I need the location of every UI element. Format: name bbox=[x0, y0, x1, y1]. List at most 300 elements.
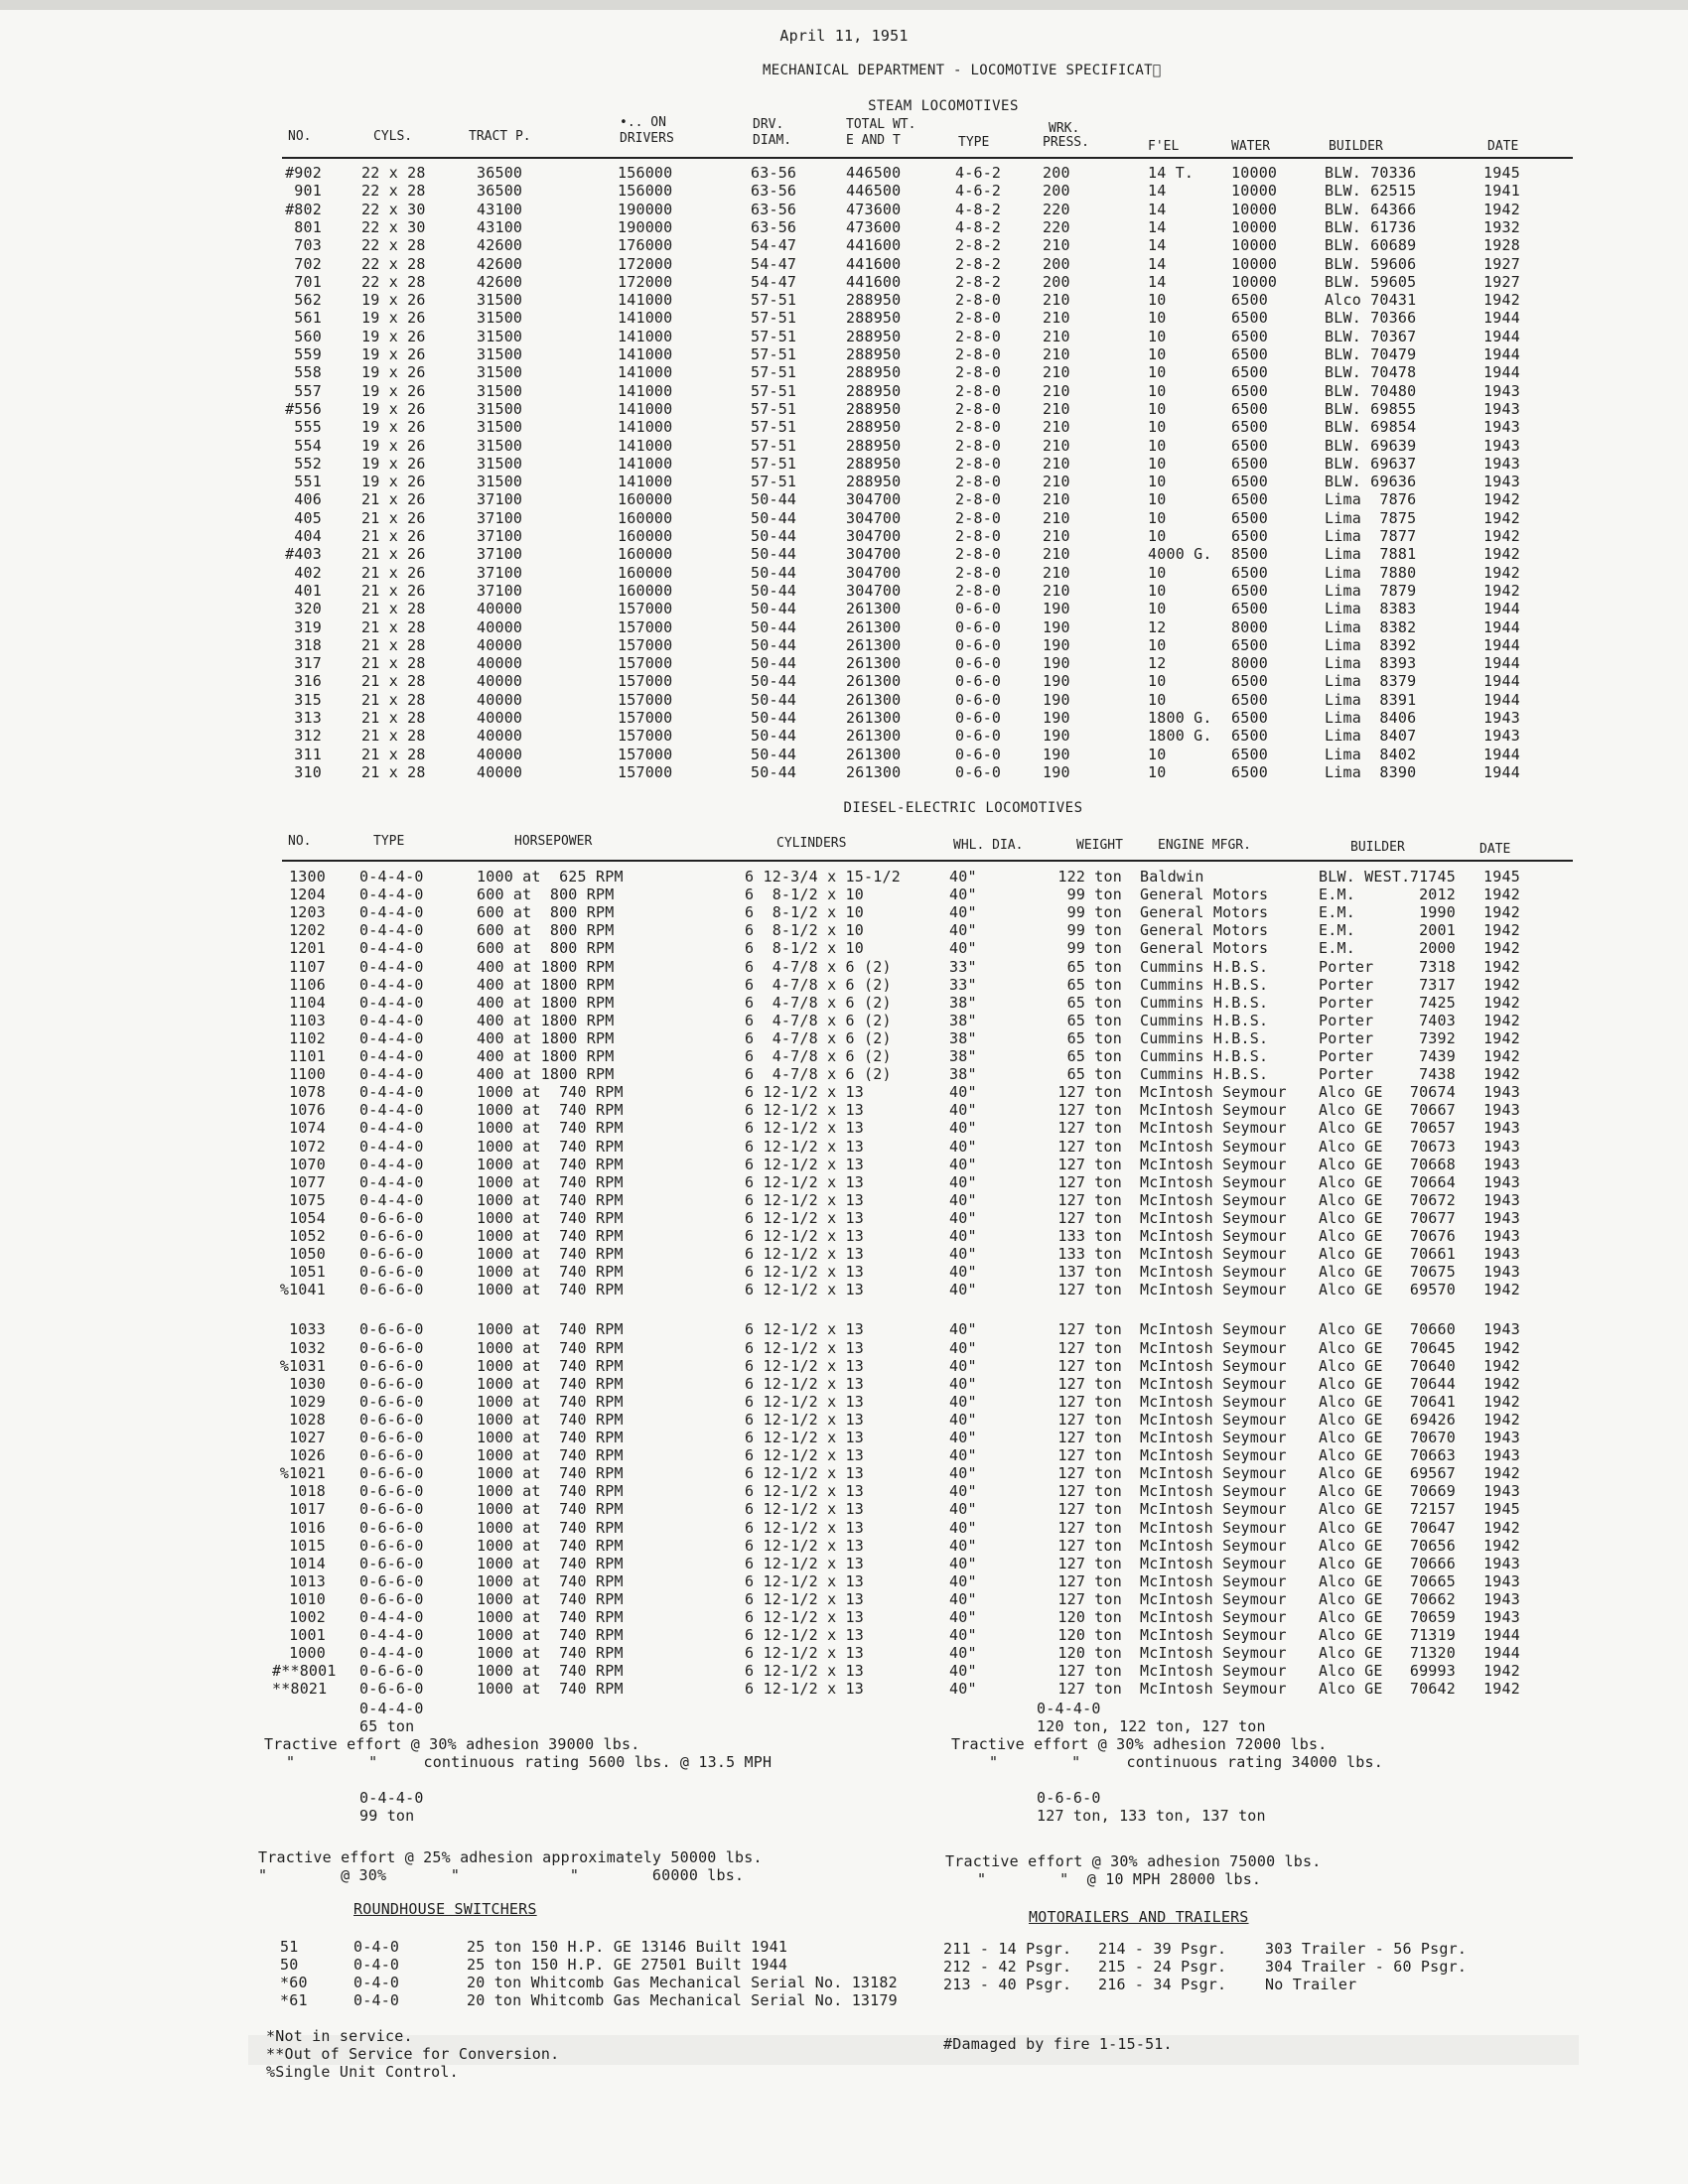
diesel-cell-cylinders: 6 12-1/2 x 13 bbox=[745, 1208, 864, 1227]
steam-cell-tract: 31500 bbox=[477, 436, 523, 455]
diesel-cell-builder: Alco GE bbox=[1319, 1281, 1383, 1299]
steam-cell-total-wt: 261300 bbox=[846, 727, 902, 746]
diesel-cell-type: 0-6-6-0 bbox=[359, 1392, 424, 1411]
diesel-cell-no: 1102 bbox=[289, 1028, 326, 1047]
diesel-cell-type: 0-6-6-0 bbox=[359, 1589, 424, 1608]
note-right-te-2: " " continuous rating 34000 lbs. bbox=[989, 1753, 1383, 1771]
diesel-cell-builder-no: 70662 bbox=[1409, 1589, 1456, 1608]
diesel-cell-wheel-dia: 40" bbox=[949, 1137, 977, 1156]
diesel-cell-engine-mfgr: Cummins H.B.S. bbox=[1140, 1028, 1269, 1047]
diesel-cell-horsepower: 1000 at 740 RPM bbox=[477, 1083, 624, 1102]
note-bottom-left-te-1: Tractive effort @ 25% adhesion approximately 50000 lbs. bbox=[258, 1848, 763, 1866]
diesel-cell-wheel-dia: 40" bbox=[949, 1429, 977, 1446]
diesel-cell-no: 1075 bbox=[289, 1190, 326, 1209]
diesel-cell-weight: 127 ton bbox=[1057, 1482, 1122, 1501]
diesel-cell-horsepower: 400 at 1800 RPM bbox=[477, 1065, 615, 1084]
diesel-cell-engine-mfgr: McIntosh Seymour bbox=[1140, 1482, 1287, 1501]
steam-cell-drivers: 141000 bbox=[618, 327, 673, 345]
diesel-cell-date: 1942 bbox=[1483, 1065, 1520, 1084]
steam-cell-cyls: 21 x 28 bbox=[361, 762, 426, 781]
steam-cell-type: 2-8-0 bbox=[955, 508, 1002, 527]
diesel-cell-builder-no: 1990 bbox=[1419, 903, 1456, 922]
steam-cell-builder: BLW. 69854 bbox=[1325, 418, 1417, 437]
diesel-cell-builder: E.M. bbox=[1319, 921, 1355, 940]
diesel-cell-cylinders: 6 12-1/2 x 13 bbox=[745, 1410, 864, 1429]
steam-cell-water: 6500 bbox=[1231, 454, 1268, 473]
steam-cell-total-wt: 261300 bbox=[846, 690, 902, 709]
steam-cell-wrk-press: 210 bbox=[1043, 327, 1070, 345]
steam-cell-fuel: 14 bbox=[1148, 272, 1167, 291]
diesel-cell-horsepower: 600 at 800 RPM bbox=[477, 939, 615, 958]
diesel-cell-date: 1944 bbox=[1483, 1626, 1520, 1645]
note-right-type-2: 0-6-6-0 bbox=[1037, 1789, 1101, 1807]
diesel-header-date: DATE bbox=[1479, 842, 1511, 857]
diesel-cell-no: 1104 bbox=[289, 993, 326, 1012]
steam-cell-no: 310 bbox=[294, 762, 322, 781]
steam-cell-fuel: 10 bbox=[1148, 581, 1167, 600]
steam-cell-fuel: 10 bbox=[1148, 436, 1167, 455]
steam-cell-type: 4-8-2 bbox=[955, 217, 1002, 236]
diesel-cell-builder: Alco GE bbox=[1319, 1410, 1383, 1429]
note-left-type-2: 0-4-4-0 bbox=[359, 1789, 424, 1807]
diesel-cell-builder-no: 2000 bbox=[1419, 939, 1456, 958]
steam-cell-wrk-press: 210 bbox=[1043, 236, 1070, 255]
diesel-cell-builder: Alco GE bbox=[1319, 1680, 1383, 1699]
steam-cell-drivers: 156000 bbox=[618, 164, 673, 182]
diesel-cell-engine-mfgr: McIntosh Seymour bbox=[1140, 1172, 1287, 1191]
steam-cell-builder: BLW. 70367 bbox=[1325, 327, 1417, 345]
diesel-cell-wheel-dia: 40" bbox=[949, 1392, 977, 1411]
diesel-cell-engine-mfgr: McIntosh Seymour bbox=[1140, 1464, 1287, 1483]
diesel-cell-type: 0-4-4-0 bbox=[359, 993, 424, 1012]
diesel-cell-wheel-dia: 40" bbox=[949, 1500, 977, 1519]
diesel-header-weight: WEIGHT bbox=[1076, 838, 1123, 853]
diesel-cell-horsepower: 600 at 800 RPM bbox=[477, 886, 615, 904]
steam-cell-wrk-press: 210 bbox=[1043, 418, 1070, 437]
steam-cell-drivers: 176000 bbox=[618, 236, 673, 255]
steam-cell-tract: 31500 bbox=[477, 309, 523, 328]
steam-cell-fuel: 10 bbox=[1148, 745, 1167, 763]
steam-cell-builder: BLW. 61736 bbox=[1325, 217, 1417, 236]
steam-cell-cyls: 19 x 26 bbox=[361, 454, 426, 473]
steam-cell-drv-diam: 50-44 bbox=[751, 690, 797, 709]
diesel-cell-builder-no: 70666 bbox=[1409, 1554, 1456, 1572]
diesel-cell-cylinders: 6 4-7/8 x 6 (2) bbox=[745, 993, 892, 1012]
roundhouse-cell-desc: 25 ton 150 H.P. GE 13146 Built 1941 bbox=[467, 1938, 788, 1956]
steam-cell-water: 6500 bbox=[1231, 418, 1268, 437]
diesel-cell-builder: Alco GE bbox=[1319, 1338, 1383, 1357]
steam-cell-fuel: 14 bbox=[1148, 182, 1167, 201]
diesel-cell-date: 1943 bbox=[1483, 1137, 1520, 1156]
steam-cell-drivers: 141000 bbox=[618, 436, 673, 455]
diesel-cell-builder-no: 70644 bbox=[1409, 1374, 1456, 1393]
steam-cell-fuel: 10 bbox=[1148, 490, 1167, 509]
diesel-cell-builder: Porter bbox=[1319, 1065, 1374, 1084]
diesel-cell-builder-no: 70641 bbox=[1409, 1392, 1456, 1411]
diesel-cell-builder-no: 71320 bbox=[1409, 1644, 1456, 1663]
roundhouse-cell-type: 0-4-0 bbox=[353, 1974, 400, 1991]
steam-cell-fuel: 1800 G. bbox=[1148, 709, 1212, 727]
steam-cell-type: 2-8-0 bbox=[955, 345, 1002, 363]
diesel-cell-date: 1942 bbox=[1483, 903, 1520, 922]
diesel-cell-date: 1942 bbox=[1483, 886, 1520, 904]
roundhouse-cell-type: 0-4-0 bbox=[353, 1956, 400, 1974]
diesel-cell-weight: 127 ton bbox=[1057, 1172, 1122, 1191]
diesel-header-no: NO. bbox=[288, 834, 312, 849]
steam-cell-type: 0-6-0 bbox=[955, 617, 1002, 636]
steam-cell-total-wt: 288950 bbox=[846, 473, 902, 491]
diesel-cell-weight: 127 ton bbox=[1057, 1464, 1122, 1483]
steam-cell-drv-diam: 50-44 bbox=[751, 490, 797, 509]
steam-cell-cyls: 21 x 28 bbox=[361, 727, 426, 746]
diesel-cell-no: 1016 bbox=[289, 1518, 326, 1537]
steam-cell-tract: 42600 bbox=[477, 236, 523, 255]
steam-cell-no: 560 bbox=[294, 327, 322, 345]
steam-cell-type: 4-6-2 bbox=[955, 182, 1002, 201]
steam-cell-water: 6500 bbox=[1231, 727, 1268, 746]
diesel-cell-engine-mfgr: McIntosh Seymour bbox=[1140, 1281, 1287, 1299]
diesel-cell-date: 1942 bbox=[1483, 957, 1520, 976]
diesel-cell-date: 1942 bbox=[1483, 1047, 1520, 1065]
steam-cell-date: 1944 bbox=[1483, 690, 1520, 709]
diesel-cell-horsepower: 400 at 1800 RPM bbox=[477, 1011, 615, 1029]
steam-cell-tract: 31500 bbox=[477, 473, 523, 491]
diesel-cell-wheel-dia: 38" bbox=[949, 1047, 977, 1065]
steam-cell-no: 319 bbox=[294, 617, 322, 636]
steam-cell-total-wt: 304700 bbox=[846, 545, 902, 564]
steam-cell-drv-diam: 50-44 bbox=[751, 672, 797, 691]
steam-cell-drv-diam: 57-51 bbox=[751, 327, 797, 345]
diesel-cell-builder: Porter bbox=[1319, 1028, 1374, 1047]
diesel-cell-engine-mfgr: General Motors bbox=[1140, 903, 1269, 922]
steam-cell-wrk-press: 210 bbox=[1043, 345, 1070, 363]
diesel-cell-cylinders: 6 12-1/2 x 13 bbox=[745, 1137, 864, 1156]
steam-cell-drivers: 157000 bbox=[618, 600, 673, 618]
diesel-cell-no: 1002 bbox=[289, 1608, 326, 1626]
diesel-cell-builder: Alco GE bbox=[1319, 1482, 1383, 1501]
steam-cell-water: 6500 bbox=[1231, 690, 1268, 709]
document-title: MECHANICAL DEPARTMENT - LOCOMOTIVE SPECIFICAT  bbox=[763, 63, 1162, 78]
diesel-cell-weight: 65 ton bbox=[1066, 1047, 1122, 1065]
steam-cell-cyls: 21 x 26 bbox=[361, 490, 426, 509]
steam-cell-wrk-press: 200 bbox=[1043, 182, 1070, 201]
steam-cell-cyls: 19 x 26 bbox=[361, 291, 426, 310]
note-bottom-left-te-2: " @ 30% " " 60000 lbs. bbox=[258, 1866, 745, 1884]
steam-cell-builder: Lima 8383 bbox=[1325, 600, 1417, 618]
steam-cell-total-wt: 304700 bbox=[846, 527, 902, 545]
steam-cell-cyls: 21 x 26 bbox=[361, 527, 426, 545]
steam-cell-wrk-press: 210 bbox=[1043, 399, 1070, 418]
steam-cell-tract: 42600 bbox=[477, 272, 523, 291]
steam-cell-fuel: 10 bbox=[1148, 527, 1167, 545]
steam-cell-builder: Lima 8402 bbox=[1325, 745, 1417, 763]
steam-cell-cyls: 21 x 28 bbox=[361, 745, 426, 763]
diesel-cell-builder: Alco GE bbox=[1319, 1589, 1383, 1608]
steam-cell-type: 2-8-0 bbox=[955, 309, 1002, 328]
steam-cell-tract: 40000 bbox=[477, 762, 523, 781]
steam-cell-tract: 37100 bbox=[477, 490, 523, 509]
diesel-cell-no: 1030 bbox=[289, 1374, 326, 1393]
steam-header-cyls: CYLS. bbox=[373, 129, 413, 144]
diesel-cell-weight: 127 ton bbox=[1057, 1101, 1122, 1120]
diesel-cell-wheel-dia: 40" bbox=[949, 1263, 977, 1282]
steam-cell-cyls: 21 x 28 bbox=[361, 617, 426, 636]
diesel-cell-cylinders: 6 12-1/2 x 13 bbox=[745, 1644, 864, 1663]
diesel-cell-horsepower: 1000 at 740 RPM bbox=[477, 1263, 624, 1282]
steam-cell-total-wt: 446500 bbox=[846, 182, 902, 201]
steam-cell-tract: 37100 bbox=[477, 545, 523, 564]
roundhouse-cell-no: 51 bbox=[280, 1938, 299, 1956]
diesel-cell-builder: Alco GE bbox=[1319, 1374, 1383, 1393]
steam-cell-tract: 36500 bbox=[477, 182, 523, 201]
motorailers-title: MOTORAILERS AND TRAILERS bbox=[1029, 1908, 1249, 1926]
diesel-cell-type: 0-6-6-0 bbox=[359, 1263, 424, 1282]
diesel-cell-wheel-dia: 40" bbox=[949, 1536, 977, 1555]
steam-cell-date: 1944 bbox=[1483, 635, 1520, 654]
steam-cell-water: 6500 bbox=[1231, 581, 1268, 600]
steam-cell-date: 1944 bbox=[1483, 672, 1520, 691]
diesel-cell-no: 1013 bbox=[289, 1571, 326, 1590]
diesel-cell-builder: E.M. bbox=[1319, 886, 1355, 904]
steam-cell-no: #403 bbox=[285, 545, 322, 564]
steam-cell-drv-diam: 57-51 bbox=[751, 309, 797, 328]
diesel-cell-date: 1943 bbox=[1483, 1155, 1520, 1173]
diesel-cell-wheel-dia: 40" bbox=[949, 1608, 977, 1626]
steam-cell-date: 1944 bbox=[1483, 600, 1520, 618]
steam-cell-tract: 31500 bbox=[477, 345, 523, 363]
steam-cell-drivers: 141000 bbox=[618, 418, 673, 437]
diesel-cell-type: 0-4-4-0 bbox=[359, 957, 424, 976]
diesel-cell-no: 1018 bbox=[289, 1482, 326, 1501]
diesel-header-whl: WHL. DIA. bbox=[953, 838, 1024, 853]
diesel-cell-horsepower: 1000 at 740 RPM bbox=[477, 1101, 624, 1120]
steam-cell-drivers: 157000 bbox=[618, 727, 673, 746]
steam-cell-drivers: 141000 bbox=[618, 291, 673, 310]
steam-cell-total-wt: 261300 bbox=[846, 709, 902, 727]
diesel-cell-wheel-dia: 40" bbox=[949, 1518, 977, 1537]
diesel-cell-type: 0-4-4-0 bbox=[359, 1644, 424, 1663]
diesel-cell-date: 1942 bbox=[1483, 1536, 1520, 1555]
steam-cell-drv-diam: 57-51 bbox=[751, 454, 797, 473]
motorailer-entry: 212 - 42 Psgr. bbox=[943, 1958, 1072, 1976]
diesel-cell-no: 1202 bbox=[289, 921, 326, 940]
diesel-cell-builder-no: 70640 bbox=[1409, 1356, 1456, 1375]
diesel-cell-type: 0-4-4-0 bbox=[359, 868, 424, 886]
steam-cell-total-wt: 304700 bbox=[846, 508, 902, 527]
diesel-cell-no: 1054 bbox=[289, 1208, 326, 1227]
diesel-cell-date: 1942 bbox=[1483, 939, 1520, 958]
diesel-cell-builder-no: 7317 bbox=[1419, 975, 1456, 994]
steam-cell-date: 1942 bbox=[1483, 581, 1520, 600]
diesel-cell-type: 0-4-4-0 bbox=[359, 1119, 424, 1138]
steam-cell-tract: 40000 bbox=[477, 635, 523, 654]
steam-cell-type: 0-6-0 bbox=[955, 745, 1002, 763]
diesel-cell-wheel-dia: 40" bbox=[949, 868, 977, 886]
steam-cell-no: 703 bbox=[294, 236, 322, 255]
steam-cell-type: 0-6-0 bbox=[955, 727, 1002, 746]
steam-cell-water: 10000 bbox=[1231, 254, 1278, 273]
diesel-cell-engine-mfgr: General Motors bbox=[1140, 886, 1269, 904]
diesel-cell-cylinders: 6 12-1/2 x 13 bbox=[745, 1281, 864, 1299]
diesel-cell-engine-mfgr: Cummins H.B.S. bbox=[1140, 957, 1269, 976]
diesel-cell-horsepower: 400 at 1800 RPM bbox=[477, 975, 615, 994]
diesel-cell-type: 0-4-4-0 bbox=[359, 1608, 424, 1626]
diesel-cell-cylinders: 6 12-3/4 x 15-1/2 bbox=[745, 868, 901, 886]
motorailer-entry: 215 - 24 Psgr. bbox=[1098, 1958, 1227, 1976]
diesel-cell-builder: Alco GE bbox=[1319, 1155, 1383, 1173]
scan-edge bbox=[0, 0, 1688, 10]
steam-cell-cyls: 21 x 26 bbox=[361, 581, 426, 600]
diesel-cell-cylinders: 6 12-1/2 x 13 bbox=[745, 1536, 864, 1555]
diesel-cell-weight: 127 ton bbox=[1057, 1320, 1122, 1339]
diesel-cell-date: 1943 bbox=[1483, 1101, 1520, 1120]
diesel-cell-cylinders: 6 4-7/8 x 6 (2) bbox=[745, 957, 892, 976]
diesel-cell-engine-mfgr: McIntosh Seymour bbox=[1140, 1608, 1287, 1626]
diesel-cell-type: 0-4-4-0 bbox=[359, 1626, 424, 1645]
steam-cell-water: 10000 bbox=[1231, 200, 1278, 218]
diesel-cell-builder-no: 69567 bbox=[1409, 1464, 1456, 1483]
steam-cell-water: 6500 bbox=[1231, 672, 1268, 691]
footnote-single-unit: %Single Unit Control. bbox=[266, 2063, 459, 2081]
steam-cell-cyls: 22 x 30 bbox=[361, 217, 426, 236]
diesel-cell-wheel-dia: 40" bbox=[949, 1320, 977, 1339]
footnote-not-in-service: *Not in service. bbox=[266, 2027, 413, 2045]
steam-cell-tract: 40000 bbox=[477, 745, 523, 763]
diesel-cell-type: 0-6-6-0 bbox=[359, 1410, 424, 1429]
diesel-cell-wheel-dia: 40" bbox=[949, 1245, 977, 1264]
diesel-cell-horsepower: 600 at 800 RPM bbox=[477, 921, 615, 940]
steam-header-type: TYPE bbox=[958, 135, 990, 150]
diesel-cell-no: 1074 bbox=[289, 1119, 326, 1138]
diesel-cell-wheel-dia: 40" bbox=[949, 1172, 977, 1191]
diesel-cell-builder: Alco GE bbox=[1319, 1172, 1383, 1191]
diesel-cell-date: 1943 bbox=[1483, 1083, 1520, 1102]
diesel-cell-builder-no: 7439 bbox=[1419, 1047, 1456, 1065]
diesel-cell-builder-no: 69426 bbox=[1409, 1410, 1456, 1429]
diesel-cell-date: 1943 bbox=[1483, 1446, 1520, 1465]
diesel-cell-cylinders: 6 4-7/8 x 6 (2) bbox=[745, 1065, 892, 1084]
diesel-cell-engine-mfgr: McIntosh Seymour bbox=[1140, 1536, 1287, 1555]
diesel-cell-builder-no: 70670 bbox=[1409, 1429, 1456, 1446]
steam-cell-date: 1943 bbox=[1483, 418, 1520, 437]
steam-header-wt-top: TOTAL WT. bbox=[846, 117, 916, 132]
diesel-cell-type: 0-4-4-0 bbox=[359, 1172, 424, 1191]
diesel-cell-no: #**8001 bbox=[272, 1662, 337, 1681]
diesel-cell-engine-mfgr: McIntosh Seymour bbox=[1140, 1227, 1287, 1245]
steam-cell-date: 1944 bbox=[1483, 617, 1520, 636]
roundhouse-cell-no: 50 bbox=[280, 1956, 299, 1974]
steam-cell-cyls: 19 x 26 bbox=[361, 399, 426, 418]
steam-cell-drv-diam: 57-51 bbox=[751, 399, 797, 418]
steam-cell-builder: Lima 8390 bbox=[1325, 762, 1417, 781]
diesel-cell-date: 1943 bbox=[1483, 1571, 1520, 1590]
steam-cell-type: 2-8-0 bbox=[955, 363, 1002, 382]
steam-cell-type: 0-6-0 bbox=[955, 635, 1002, 654]
diesel-header-rule bbox=[282, 860, 1573, 862]
diesel-cell-weight: 99 ton bbox=[1066, 939, 1122, 958]
diesel-cell-engine-mfgr: McIntosh Seymour bbox=[1140, 1137, 1287, 1156]
diesel-cell-engine-mfgr: McIntosh Seymour bbox=[1140, 1374, 1287, 1393]
diesel-cell-date: 1942 bbox=[1483, 975, 1520, 994]
diesel-cell-no: 1107 bbox=[289, 957, 326, 976]
steam-cell-water: 6500 bbox=[1231, 381, 1268, 400]
diesel-header-type: TYPE bbox=[373, 834, 405, 849]
diesel-cell-date: 1943 bbox=[1483, 1482, 1520, 1501]
diesel-cell-horsepower: 1000 at 740 RPM bbox=[477, 1281, 624, 1299]
diesel-cell-date: 1943 bbox=[1483, 1208, 1520, 1227]
diesel-cell-no: %1021 bbox=[279, 1464, 326, 1483]
steam-cell-type: 4-6-2 bbox=[955, 164, 1002, 182]
steam-cell-cyls: 22 x 28 bbox=[361, 272, 426, 291]
diesel-cell-no: 1100 bbox=[289, 1065, 326, 1084]
diesel-cell-horsepower: 1000 at 740 RPM bbox=[477, 1518, 624, 1537]
diesel-cell-type: 0-4-4-0 bbox=[359, 1101, 424, 1120]
diesel-cell-horsepower: 1000 at 740 RPM bbox=[477, 1571, 624, 1590]
steam-cell-total-wt: 261300 bbox=[846, 654, 902, 673]
diesel-cell-cylinders: 6 12-1/2 x 13 bbox=[745, 1554, 864, 1572]
steam-header-drivers-bottom: DRIVERS bbox=[620, 131, 674, 146]
motorailer-entry: 213 - 40 Psgr. bbox=[943, 1976, 1072, 1993]
steam-cell-wrk-press: 210 bbox=[1043, 436, 1070, 455]
steam-cell-total-wt: 304700 bbox=[846, 581, 902, 600]
steam-cell-tract: 40000 bbox=[477, 617, 523, 636]
steam-cell-wrk-press: 210 bbox=[1043, 490, 1070, 509]
diesel-cell-wheel-dia: 40" bbox=[949, 1227, 977, 1245]
steam-cell-date: 1942 bbox=[1483, 563, 1520, 582]
steam-cell-drivers: 172000 bbox=[618, 272, 673, 291]
steam-cell-total-wt: 288950 bbox=[846, 381, 902, 400]
diesel-cell-type: 0-6-6-0 bbox=[359, 1464, 424, 1483]
steam-cell-date: 1941 bbox=[1483, 182, 1520, 201]
diesel-cell-wheel-dia: 40" bbox=[949, 1119, 977, 1138]
steam-cell-wrk-press: 190 bbox=[1043, 600, 1070, 618]
steam-cell-drv-diam: 50-44 bbox=[751, 709, 797, 727]
steam-cell-total-wt: 441600 bbox=[846, 254, 902, 273]
diesel-cell-builder: Alco GE bbox=[1319, 1429, 1383, 1446]
diesel-cell-weight: 133 ton bbox=[1057, 1227, 1122, 1245]
steam-cell-cyls: 21 x 26 bbox=[361, 545, 426, 564]
steam-cell-drivers: 160000 bbox=[618, 563, 673, 582]
steam-cell-drv-diam: 54-47 bbox=[751, 254, 797, 273]
steam-cell-wrk-press: 220 bbox=[1043, 200, 1070, 218]
diesel-cell-builder-no: 2001 bbox=[1419, 921, 1456, 940]
diesel-cell-cylinders: 6 12-1/2 x 13 bbox=[745, 1356, 864, 1375]
steam-cell-cyls: 22 x 28 bbox=[361, 182, 426, 201]
diesel-cell-date: 1943 bbox=[1483, 1263, 1520, 1282]
diesel-cell-cylinders: 6 12-1/2 x 13 bbox=[745, 1374, 864, 1393]
note-right-te-1: Tractive effort @ 30% adhesion 72000 lbs. bbox=[951, 1735, 1328, 1753]
steam-cell-water: 10000 bbox=[1231, 236, 1278, 255]
steam-cell-drivers: 157000 bbox=[618, 672, 673, 691]
diesel-cell-builder: Alco GE bbox=[1319, 1662, 1383, 1681]
note-bottom-right-te-2: " " @ 10 MPH 28000 lbs. bbox=[977, 1870, 1262, 1888]
steam-cell-builder: Lima 8379 bbox=[1325, 672, 1417, 691]
diesel-cell-no: 1015 bbox=[289, 1536, 326, 1555]
steam-cell-no: 561 bbox=[294, 309, 322, 328]
diesel-cell-builder: Alco GE bbox=[1319, 1190, 1383, 1209]
diesel-cell-type: 0-6-6-0 bbox=[359, 1680, 424, 1699]
diesel-cell-builder-no: 70642 bbox=[1409, 1680, 1456, 1699]
diesel-cell-wheel-dia: 40" bbox=[949, 1589, 977, 1608]
diesel-cell-cylinders: 6 12-1/2 x 13 bbox=[745, 1571, 864, 1590]
steam-cell-date: 1942 bbox=[1483, 200, 1520, 218]
steam-cell-drivers: 157000 bbox=[618, 709, 673, 727]
steam-cell-drv-diam: 50-44 bbox=[751, 762, 797, 781]
steam-cell-builder: Lima 8393 bbox=[1325, 654, 1417, 673]
steam-cell-water: 6500 bbox=[1231, 309, 1268, 328]
steam-cell-wrk-press: 210 bbox=[1043, 545, 1070, 564]
steam-cell-cyls: 22 x 30 bbox=[361, 200, 426, 218]
